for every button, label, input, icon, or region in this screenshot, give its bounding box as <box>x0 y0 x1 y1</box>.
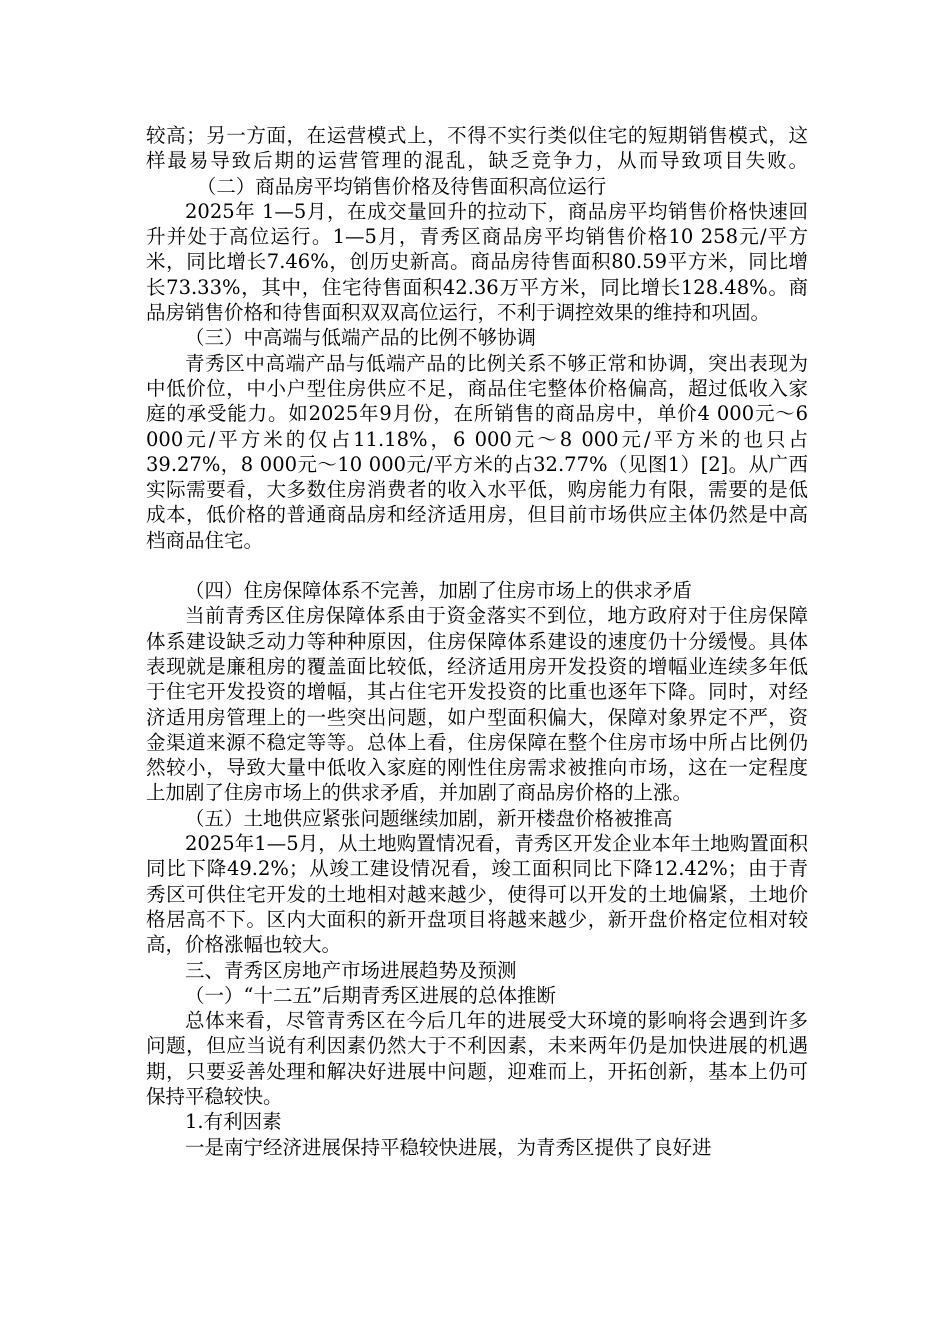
section-heading: （二）商品房平均销售价格及待售面积高位运行 <box>196 174 607 198</box>
paragraph: 总体来看，尽管青秀区在今后几年的进展受大环境的影响将会遇到许多问题，但应当说有利因素仍然大于不利因素，未来两年仍是加快进展的机遇期，只要妥善处理和解决好进展中问题，迎难而上，开拓创新，基本上仍可保持平稳较快。 <box>146 1009 808 1108</box>
paragraph: 当前青秀区住房保障体系由于资金落实不到位，地方政府对于住房保障体系建设缺乏动力等种种原因，住房保障体系建设的速度仍十分缓慢。具体表现就是廉租房的覆盖面比较低，经济适用房开发投资的增幅业连续多年低于住宅开发投资的增幅，其占住宅开发投资的比重也逐年下降。同时，对经济适用房管理上的一些突出问题，如户型面积偏大，保障对象界定不严，资金渠道来源不稳定等等。总体上看，住房保障在整个住房市场中所占比例仍然较小，导致大量中低收入家庭的刚性住房需求被推向市场，这在一定程度上加剧了住房市场上的供求矛盾，并加剧了商品房价格的上涨。 <box>146 604 808 805</box>
paragraph <box>146 123 808 199</box>
paragraph: 2025年 1—5月，在成交量回升的拉动下，商品房平均销售价格快速回升并处于高位运行。1—5月，青秀区商品房平均销售价格10 258元/平方米，同比增长7.46%，创历史新高。商品房待售面积80.59平方米，同比增长73.33%，其中，住宅待售面积42.36万平方米，同比增长128.48%。商品房销售价格和待售面积双双高位运行，不利于调控效果的维持和巩固。 <box>146 199 808 325</box>
paragraph-text: 较高；另一方面，在运营模式上，不得不实行类似住宅的短期销售模式，这样最易导致后期的运营管理的混乱，缺乏竞争力，从而导致项目失败。 <box>146 124 808 173</box>
section-heading: （四）住房保障体系不完善，加剧了住房市场上的供求矛盾 <box>185 579 693 603</box>
paragraph: 一是南宁经济进展保持平稳较快进展，为青秀区提供了良好进 <box>185 1135 712 1159</box>
section-heading: （三）中高端与低端产品的比例不够协调 <box>185 326 537 350</box>
chapter-heading: 三、青秀区房地产市场进展趋势及预测 <box>185 958 517 982</box>
blank-line <box>146 553 808 578</box>
subsection-heading: 1.有利因素 <box>185 1110 282 1134</box>
paragraph: 青秀区中高端产品与低端产品的比例关系不够正常和协调，突出表现为中低价位，中小户型住房供应不足，商品住宅整体价格偏高，超过低收入家庭的承受能力。如2025年9月份，在所销售的商品房中，单价4 000元～6 000元/平方米的仅占11.18%，6 000元～8 000元/平方米的也只占39.27%，8 000元～10 000元/平方米的占32.77%（见图1）[2]。从广西实际需要看，大多数住房消费者的收入水平低，购房能力有限，需要的是低成本，低价格的普通商品房和经济适用房，但目前市场供应主体仍然是中高档商品住宅。 <box>146 351 808 552</box>
paragraph: 2025年1—5月，从土地购置情况看，青秀区开发企业本年土地购置面积同比下降49.2%；从竣工建设情况看，竣工面积同比下降12.42%；由于青秀区可供住宅开发的土地相对越来越少，使得可以开发的土地偏紧，土地价格居高不下。区内大面积的新开盘项目将越来越少，新开盘价格定位相对较高，价格涨幅也较大。 <box>146 832 808 957</box>
section-heading: （五）土地供应紧张问题继续加剧，新开楼盘价格被推高 <box>185 806 673 830</box>
document-page <box>146 123 808 1160</box>
section-heading: （一）“十二五”后期青秀区进展的总体推断 <box>185 983 556 1007</box>
